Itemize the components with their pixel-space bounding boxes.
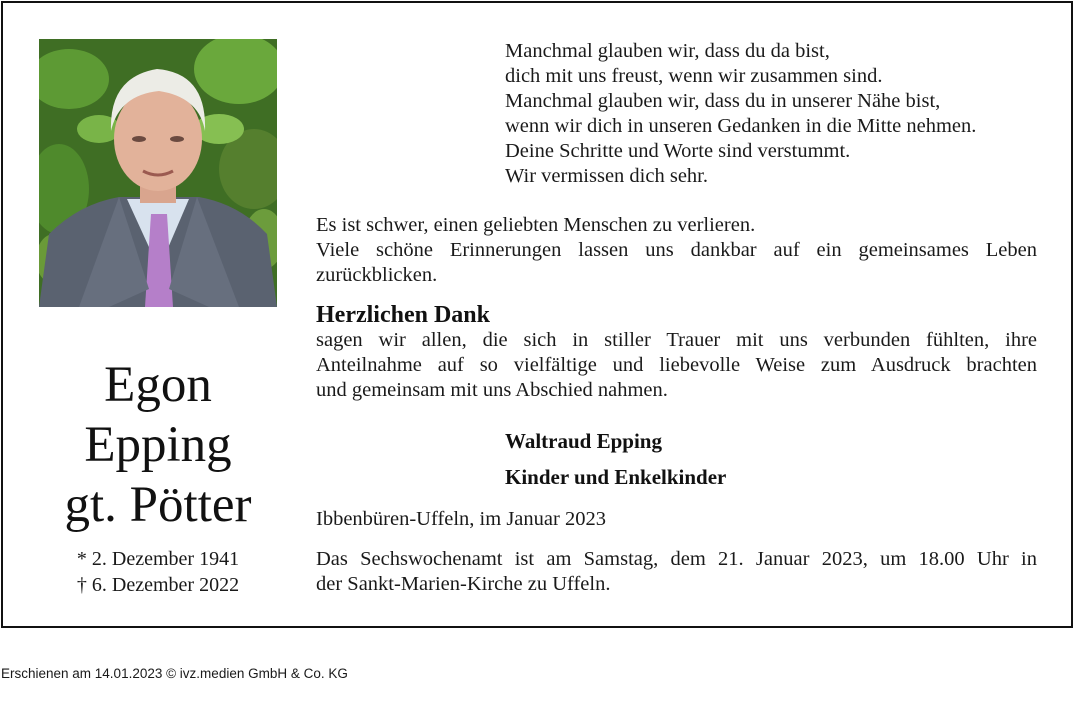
- place-date: [316, 507, 1037, 532]
- signature-name: Waltraud Epping: [505, 429, 662, 453]
- poem-line: Manchmal glauben wir, dass du da bist,: [505, 40, 830, 62]
- signature-family: Kinder und Enkelkinder: [505, 465, 727, 489]
- intro-line: Viele schöne Erinnerungen lassen uns dankbar auf ein gemeinsames Leben: [316, 239, 1037, 261]
- publication-footer: Erschienen am 14.01.2023 © ivz.medien GmbH & Co. KG: [1, 666, 348, 681]
- service-notice: [316, 547, 1037, 597]
- name-last: Epping: [84, 417, 232, 473]
- thanks-paragraph: [316, 328, 1037, 403]
- service-line: der Sankt-Marien-Kirche zu Uffeln.: [316, 573, 611, 595]
- service-line: Das Sechswochenamt ist am Samstag, dem 21. Januar 2023, um 18.00 Uhr in: [316, 548, 1037, 570]
- poem: [505, 39, 976, 189]
- name-first: Egon: [104, 357, 212, 413]
- intro-line: zurückblicken.: [316, 264, 438, 286]
- deceased-name: [39, 355, 277, 535]
- thanks-line: Anteilnahme auf so vielfältige und liebevolle Weise zum Ausdruck brachten: [316, 354, 1037, 376]
- intro-paragraph: [316, 213, 1037, 288]
- intro-line: Es ist schwer, einen geliebten Menschen zu verlieren.: [316, 214, 756, 236]
- poem-line: Manchmal glauben wir, dass du in unserer Nähe bist,: [505, 90, 941, 112]
- obituary-card: [1, 1, 1073, 628]
- name-suffix: gt. Pötter: [64, 477, 252, 533]
- place-date-text: Ibbenbüren-Uffeln, im Januar 2023: [316, 508, 606, 530]
- life-dates: [39, 546, 277, 598]
- poem-line: wenn wir dich in unseren Gedanken in die Mitte nehmen.: [505, 115, 977, 137]
- poem-line: Wir vermissen dich sehr.: [505, 165, 708, 187]
- thanks-line: sagen wir allen, die sich in stiller Trauer mit uns verbunden fühlten, ihre: [316, 329, 1037, 351]
- thanks-line: und gemeinsam mit uns Abschied nahmen.: [316, 379, 668, 401]
- thanks-heading: Herzlichen Dank: [316, 302, 490, 328]
- portrait-photo: [39, 39, 277, 307]
- birth-date: * 2. Dezember 1941: [76, 548, 240, 570]
- poem-line: dich mit uns freust, wenn wir zusammen sind.: [505, 65, 883, 87]
- poem-line: Deine Schritte und Worte sind verstummt.: [505, 140, 851, 162]
- death-date: † 6. Dezember 2022: [76, 574, 240, 596]
